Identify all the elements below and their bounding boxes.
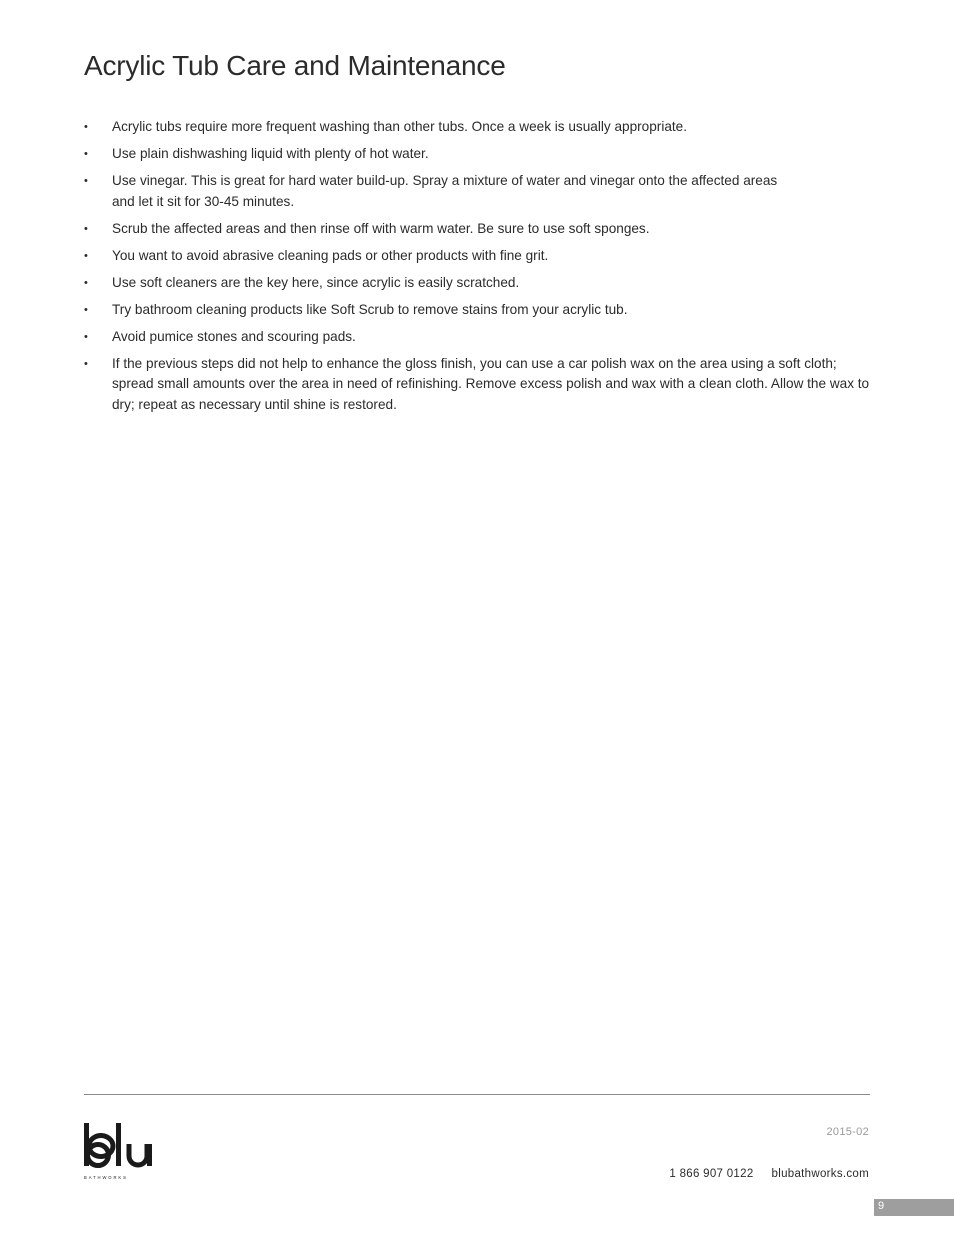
bullet-icon: •: [84, 330, 88, 343]
list-item-text: Acrylic tubs require more frequent washing than other tubs. Once a week is usually appropriate.: [112, 119, 688, 134]
list-item: [84, 354, 874, 416]
list-item-text: Use vinegar. This is great for hard water build-up. Spray a mixture of water and vinegar onto the affected areas and let it sit for 30-45 minutes.: [112, 173, 778, 209]
list-item-text: Scrub the affected areas and then rinse off with warm water. Be sure to use soft sponges.: [112, 220, 650, 236]
list-item: [84, 117, 874, 138]
bullet-icon: •: [84, 222, 88, 235]
list-item-text: Avoid pumice stones and scouring pads.: [112, 328, 356, 344]
bullet-icon: •: [84, 357, 88, 370]
bullet-icon: •: [84, 121, 88, 133]
list-item: [84, 171, 802, 212]
page-title: Acrylic Tub Care and Maintenance: [84, 50, 506, 81]
bullet-icon: •: [84, 249, 88, 262]
care-instructions-list: [84, 117, 874, 422]
list-item-text: If the previous steps did not help to enhance the gloss finish, you can use a car polish wax on the area using a soft cloth; spread small amounts over the area in need of refinishing. Remove excess polish and wax with a clean cloth. Allow the wax to dry; repeat as necessary until shine is restored.: [112, 355, 870, 412]
page-number: 9: [878, 1200, 885, 1212]
website-link[interactable]: blubathworks.com: [771, 1168, 869, 1180]
list-item: [84, 273, 874, 294]
blu-bathworks-logo-icon: [84, 1121, 156, 1181]
footer-contact: [669, 1168, 869, 1180]
svg-text:BATHWORKS: BATHWORKS: [84, 1175, 128, 1180]
list-item-text: Use soft cleaners are the key here, since acrylic is easily scratched.: [112, 274, 520, 290]
list-item: [84, 300, 874, 321]
phone-number: 1 866 907 0122: [669, 1168, 754, 1180]
bullet-icon: •: [84, 276, 88, 289]
list-item-text: You want to avoid abrasive cleaning pads or other products with fine grit.: [112, 247, 549, 263]
document-date: 2015-02: [826, 1126, 869, 1138]
bullet-icon: •: [84, 303, 88, 316]
page-number-tab: [874, 1199, 954, 1216]
bullet-icon: •: [84, 148, 88, 160]
list-item-text: Try bathroom cleaning products like Soft Scrub to remove stains from your acrylic tub.: [112, 301, 628, 317]
footer-divider: [84, 1094, 870, 1095]
list-item-text: Use plain dishwashing liquid with plenty of hot water.: [112, 146, 429, 161]
list-item: [84, 144, 874, 165]
list-item: [84, 219, 874, 240]
bullet-icon: •: [84, 175, 88, 187]
list-item: [84, 327, 874, 348]
list-item: [84, 246, 874, 267]
